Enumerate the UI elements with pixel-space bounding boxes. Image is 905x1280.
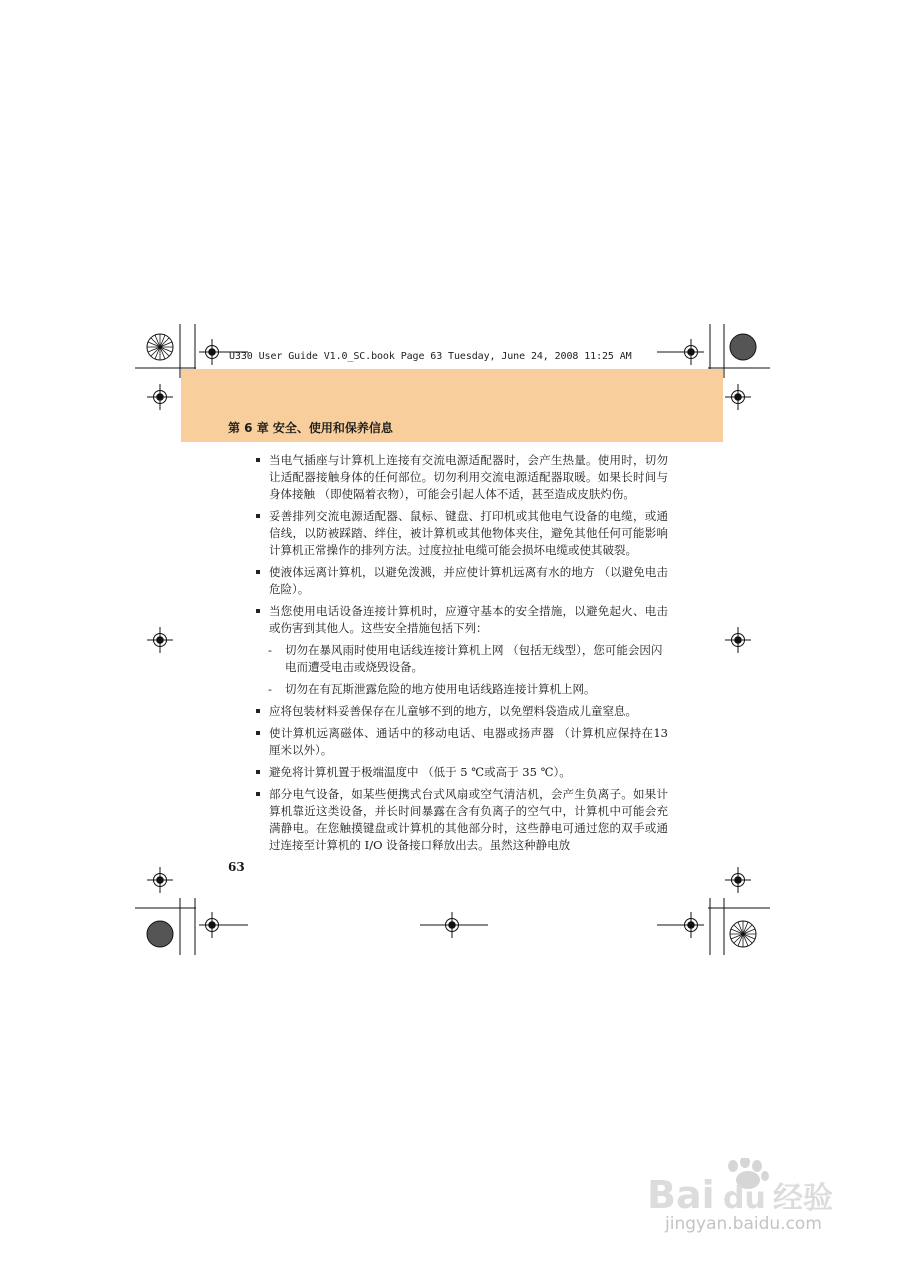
list-item-text: 妥善排列交流电源适配器、鼠标、键盘、打印机或其他电气设备的电缆，或通信线，以防被踩踏、绊住，被计算机或其他物体夹住，避免其他任何可能影响计算机正常操作的排列方法。过度拉扯电缆可能会损坏电缆或使其破裂。 <box>269 509 668 557</box>
sub-list-item-text: 切勿在有瓦斯泄露危险的地方使用电话线路连接计算机上网。 <box>285 682 596 696</box>
list-item-text: 避免将计算机置于极端温度中 （低于 5 ℃或高于 35 ℃）。 <box>269 765 571 779</box>
baidu-jingyan-logo <box>645 1158 855 1218</box>
dash-icon: - <box>268 643 272 657</box>
bullet-icon <box>256 709 260 713</box>
page-body <box>256 452 668 859</box>
list-item-text: 部分电气设备，如某些便携式台式风扇或空气清洁机，会产生负离子。如果计算机靠近这类设备，并长时间暴露在含有负离子的空气中，计算机中可能会充满静电。在您触摸键盘或计算机的其他部分时，这些静电可通过您的双手或通过连接至计算机的 I/O 设备接口释放出去。虽然这种静电放 <box>269 787 668 852</box>
dash-icon: - <box>268 682 272 696</box>
svg-text:du: du <box>723 1181 766 1216</box>
watermark <box>645 1148 855 1248</box>
chapter-title: 第 6 章 安全、使用和保养信息 <box>228 421 393 435</box>
watermark-url: jingyan.baidu.com <box>665 1214 822 1234</box>
svg-text:Bai: Bai <box>647 1173 715 1217</box>
svg-text:经验: 经验 <box>773 1181 833 1216</box>
book-info-line: U330 User Guide V1.0_SC.book Page 63 Tuesday, June 24, 2008 11:25 AM <box>229 351 632 362</box>
list-item-text: 使计算机远离磁体、通话中的移动电话、电器或扬声器 （计算机应保持在13 厘米以外）。 <box>269 726 668 757</box>
list-item-text: 当电气插座与计算机上连接有交流电源适配器时，会产生热量。使用时，切勿让适配器接触身体的任何部位。切勿利用交流电源适配器取暖。如果长时间与身体接触 （即使隔着衣物），可能会引起人体不适，甚至造成皮肤灼伤。 <box>269 453 668 501</box>
list-item <box>256 452 668 503</box>
safety-list <box>256 452 668 854</box>
sub-list-item <box>256 642 668 676</box>
sub-list-item <box>256 681 668 698</box>
list-item <box>256 786 668 854</box>
bullet-icon <box>256 458 260 462</box>
list-item <box>256 725 668 759</box>
bullet-icon <box>256 731 260 735</box>
list-item <box>256 603 668 637</box>
bullet-icon <box>256 770 260 774</box>
bullet-icon <box>256 609 260 613</box>
list-item <box>256 764 668 781</box>
bullet-icon <box>256 514 260 518</box>
sub-list-item-text: 切勿在暴风雨时使用电话线连接计算机上网 （包括无线型），您可能会因闪电而遭受电击或烧毁设备。 <box>285 643 663 674</box>
list-item <box>256 703 668 720</box>
bullet-icon <box>256 570 260 574</box>
list-item <box>256 564 668 598</box>
list-item <box>256 508 668 559</box>
list-item-text: 当您使用电话设备连接计算机时，应遵守基本的安全措施，以避免起火、电击或伤害到其他人。这些安全措施包括下列： <box>269 604 668 635</box>
page-number: 63 <box>228 860 245 874</box>
list-item-text: 使液体远离计算机，以避免泼溅，并应使计算机远离有水的地方 （以避免电击危险）。 <box>269 565 668 596</box>
bullet-icon <box>256 792 260 796</box>
list-item-text: 应将包装材料妥善保存在儿童够不到的地方，以免塑料袋造成儿童窒息。 <box>269 704 637 718</box>
